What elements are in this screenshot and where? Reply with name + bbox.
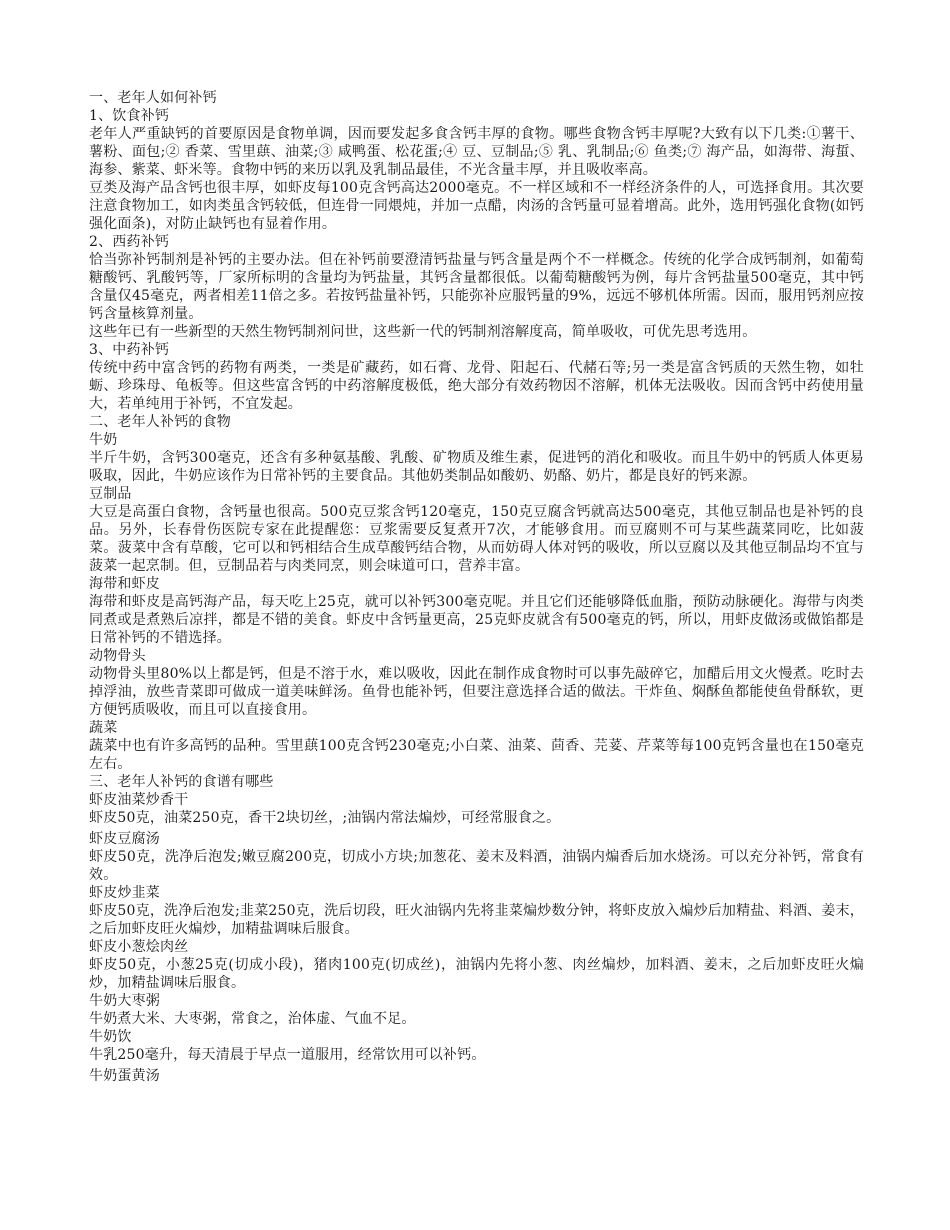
section-heading: 牛奶饮 (89, 1029, 132, 1045)
section-heading: 豆制品 (89, 486, 132, 502)
paragraph: 虾皮50克，洗净后泡发;韭菜250克，洗后切段，旺火油锅内先将韭菜煸炒数分钟，将虾皮放入煸炒后加精盐、料酒、姜末，之后加虾皮旺火煸炒，加精盐调味后服食。 (89, 903, 864, 937)
section-heading: 虾皮油菜炒香干 (89, 792, 189, 808)
paragraph: 老年人严重缺钙的首要原因是食物单调，因而要发起多食含钙丰厚的食物。哪些食物含钙丰厚呢?大致有以下几类:①薯干、薯粉、面包;② 香菜、雪里蕻、油菜;③ 咸鸭蛋、松花蛋;④ 豆、豆制品;⑤ 乳、乳制品;⑥ 鱼类;⑦ 海产品，如海带、海蜇、海参、紫菜、虾米等。食物中钙的来历以乳及乳制品最佳，不光含量丰厚，并且吸收率高。 (89, 126, 864, 178)
section-heading: 三、老年人补钙的食谱有哪些 (89, 774, 274, 790)
section-heading: 牛奶 (89, 432, 118, 448)
paragraph: 恰当弥补钙制剂是补钙的主要办法。但在补钙前要澄清钙盐量与钙含量是两个不一样概念。传统的化学合成钙制剂，如葡萄糖酸钙、乳酸钙等，厂家所标明的含量均为钙盐量，其钙含量都很低。以葡萄糖酸钙为例，每片含钙盐量500毫克，其中钙含量仅45毫克，两者相差11倍之多。若按钙盐量补钙，只能弥补应服钙量的9%，远远不够机体所需。因而，服用钙剂应按钙含量核算剂量。 (89, 252, 864, 322)
paragraph: 这些年已有一些新型的天然生物钙制剂问世，这些新一代的钙制剂溶解度高，简单吸收，可优先思考选用。 (89, 324, 757, 340)
paragraph: 大豆是高蛋白食物，含钙量也很高。500克豆浆含钙120毫克，150克豆腐含钙就高达500毫克，其他豆制品也是补钙的良品。另外，长春骨伤医院专家在此提醒您：豆浆需要反复煮开7次，才能够食用。而豆腐则不可与某些蔬菜同吃，比如菠菜。菠菜中含有草酸，它可以和钙相结合生成草酸钙结合物，从而妨碍人体对钙的吸收，所以豆腐以及其他豆制品均不宜与菠菜一起烹制。但，豆制品若与肉类同烹，则会味道可口，营养丰富。 (89, 504, 864, 574)
section-heading: 1、饮食补钙 (89, 108, 170, 124)
section-heading: 二、老年人补钙的食物 (89, 414, 231, 430)
paragraph: 动物骨头里80%以上都是钙，但是不溶于水，难以吸收，因此在制作成食物时可以事先敲碎它，加醋后用文火慢煮。吃时去掉浮油，放些青菜即可做成一道美味鲜汤。鱼骨也能补钙，但要注意选择合适的做法。干炸鱼、焖酥鱼都能使鱼骨酥软，更方便钙质吸收，而且可以直接食用。 (89, 666, 864, 718)
document-body (89, 89, 864, 1085)
paragraph: 虾皮50克，小葱25克(切成小段)，猪肉100克(切成丝)，油锅内先将小葱、肉丝煸炒，加料酒、姜末，之后加虾皮旺火煸炒，加精盐调味后服食。 (89, 957, 864, 991)
paragraph: 传统中药中富含钙的药物有两类，一类是矿藏药，如石膏、龙骨、阳起石、代赭石等;另一类是富含钙质的天然生物，如牡蛎、珍珠母、龟板等。但这些富含钙的中药溶解度极低，绝大部分有效药物因不溶解，机体无法吸收。因而含钙中药使用量大，若单纯用于补钙，不宜发起。 (89, 360, 864, 412)
section-heading: 虾皮小葱烩肉丝 (89, 939, 189, 955)
section-heading: 虾皮豆腐汤 (89, 831, 160, 847)
paragraph: 牛乳250毫升，每天清晨于早点一道服用，经常饮用可以补钙。 (89, 1047, 486, 1063)
section-heading: 动物骨头 (89, 648, 146, 664)
paragraph: 半斤牛奶，含钙300毫克，还含有多种氨基酸、乳酸、矿物质及维生素，促进钙的消化和吸收。而且牛奶中的钙质人体更易吸取，因此，牛奶应该作为日常补钙的主要食品。其他奶类制品如酸奶、奶酪、奶片，都是良好的钙来源。 (89, 450, 864, 484)
paragraph: 牛奶煮大米、大枣粥，常食之，治体虚、气血不足。 (89, 1011, 416, 1027)
paragraph: 虾皮50克，油菜250克，香干2块切丝，;油锅内常法煸炒，可经常服食之。 (89, 810, 561, 826)
section-heading: 一、老年人如何补钙 (89, 90, 217, 106)
paragraph: 豆类及海产品含钙也很丰厚，如虾皮每100克含钙高达2000毫克。不一样区域和不一样经济条件的人，可选择食用。其次要注意食物加工，如肉类虽含钙较低，但连骨一同煨炖，并加一点醋，肉汤的含钙量可显着增高。此外，选用钙强化食物(如钙强化面条)，对防止缺钙也有显着作用。 (89, 180, 864, 232)
paragraph: 蔬菜中也有许多高钙的品种。雪里蕻100克含钙230毫克;小白菜、油菜、茴香、芫荽、芹菜等每100克钙含量也在150毫克左右。 (89, 738, 864, 772)
section-heading: 蔬菜 (89, 720, 118, 736)
paragraph: 海带和虾皮是高钙海产品，每天吃上25克，就可以补钙300毫克呢。并且它们还能够降低血脂，预防动脉硬化。海带与肉类同煮或是煮熟后凉拌，都是不错的美食。虾皮中含钙量更高，25克虾皮就含有500毫克的钙，所以，用虾皮做汤或做馅都是日常补钙的不错选择。 (89, 594, 864, 646)
section-heading: 海带和虾皮 (89, 576, 160, 592)
section-heading: 3、中药补钙 (89, 342, 170, 358)
section-heading: 虾皮炒韭菜 (89, 885, 160, 901)
section-heading: 牛奶蛋黄汤 (89, 1068, 160, 1084)
section-heading: 2、西药补钙 (89, 234, 170, 250)
paragraph: 虾皮50克，洗净后泡发;嫩豆腐200克，切成小方块;加葱花、姜末及料酒，油锅内煸香后加水烧汤。可以充分补钙，常食有效。 (89, 849, 864, 883)
section-heading: 牛奶大枣粥 (89, 993, 160, 1009)
